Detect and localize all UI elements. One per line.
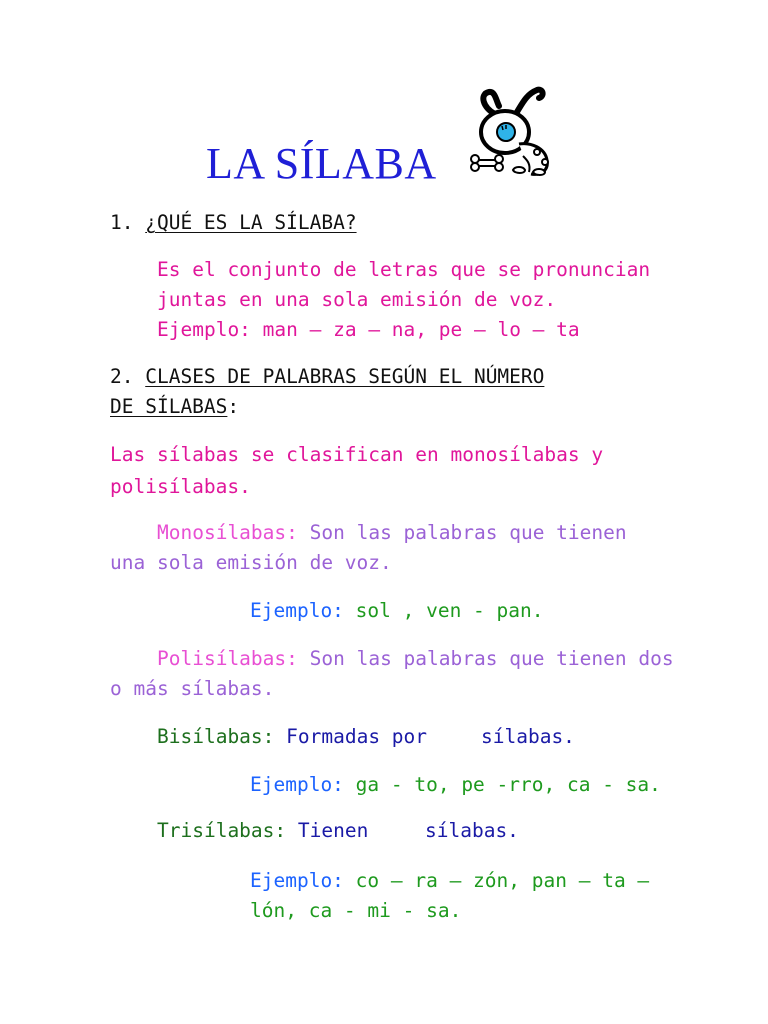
trisilabas-text-2: sílabas. [425, 819, 519, 842]
bisilabas-text-2: sílabas. [481, 725, 575, 748]
trisilabas-example-line-1 [250, 866, 649, 896]
trisilabas-example-label: Ejemplo: [250, 869, 344, 892]
bisilabas-text-1: Formadas por [274, 725, 428, 748]
monosilabas-example-text: sol , ven - pan. [343, 599, 544, 622]
section-1-title: ¿QUÉ ES LA SÍLABA? [145, 211, 357, 234]
intro-line-1: Las sílabas se clasifican en monosílabas y [110, 443, 604, 466]
page-title: LA SÍLABA [206, 139, 437, 188]
monosilabas-example [250, 596, 544, 626]
polisilabas-line-1 [157, 644, 674, 674]
polisilabas-term: Polisílabas: [157, 647, 298, 670]
definition-example: Ejemplo: man – za – na, pe – lo – ta [157, 318, 580, 341]
monosilabas-line-2: una sola emisión de voz. [110, 551, 392, 574]
cartoon-dog-with-bone-icon [465, 86, 560, 182]
section-2-heading-line-2 [110, 392, 239, 422]
definition-line-1: Es el conjunto de letras que se pronuncian [157, 258, 651, 281]
monosilabas-term: Monosílabas: [157, 521, 298, 544]
bisilabas-line [157, 722, 427, 752]
section-1-number: 1. [110, 211, 134, 234]
bisilabas-example [250, 770, 661, 800]
section-2-colon: : [227, 395, 240, 418]
section-1-heading [110, 208, 357, 238]
bisilabas-example-text: ga - to, pe -rro, ca - sa. [343, 773, 661, 796]
trisilabas-text-1: Tienen [286, 819, 369, 842]
trisilabas-label: Trisílabas: [157, 819, 287, 842]
polisilabas-line-2: o más sílabas. [110, 677, 275, 700]
definition-line-2: juntas en una sola emisión de voz. [157, 288, 557, 311]
section-2-heading-line-1 [110, 362, 544, 392]
trisilabas-line [157, 816, 368, 846]
trisilabas-example-line-2: lón, ca - mi - sa. [250, 899, 462, 922]
bisilabas-label: Bisílabas: [157, 725, 275, 748]
section-2-title-line-1: CLASES DE PALABRAS SEGÚN EL NÚMERO [145, 365, 545, 388]
bisilabas-example-label: Ejemplo: [250, 773, 344, 796]
monosilabas-line-1 [157, 518, 627, 548]
section-2-number: 2. [110, 365, 134, 388]
monosilabas-example-label: Ejemplo: [250, 599, 344, 622]
polisilabas-text-1: Son las palabras que tienen dos [297, 647, 674, 670]
monosilabas-text-1: Son las palabras que tienen [297, 521, 627, 544]
intro-line-2: polisílabas. [110, 475, 251, 498]
trisilabas-example-text-1: co – ra – zón, pan – ta – [343, 869, 650, 892]
section-2-title-line-2: DE SÍLABAS [110, 395, 228, 418]
